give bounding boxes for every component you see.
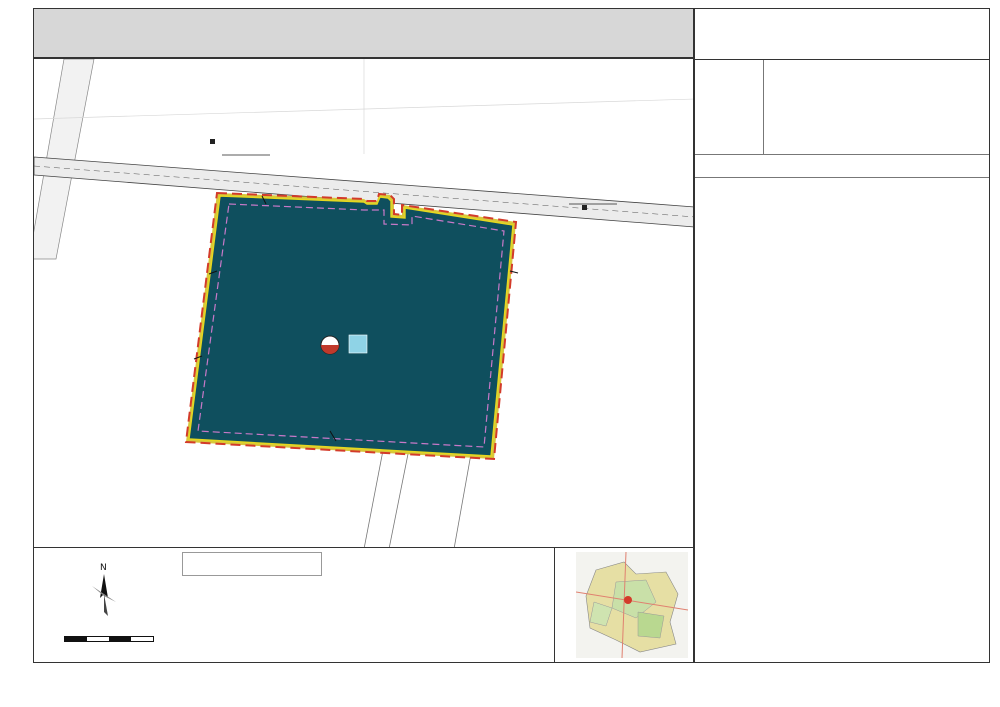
map-canvas[interactable] [34,59,694,548]
scale-bar [64,636,154,642]
svg-text:N: N [100,563,107,573]
dev-control-table [766,62,987,150]
boundary-title [183,553,322,576]
parcel-1303[interactable] [189,196,513,456]
location-label [554,548,575,663]
row-key [695,60,764,154]
panel-header [695,9,989,60]
location-marker-icon [624,596,632,604]
composition-title [695,155,989,178]
sewage-facility-icon[interactable] [321,336,339,354]
legend-area [33,548,694,663]
north-arrow-icon [84,560,124,620]
boundary-table [182,552,322,576]
map-frame[interactable] [33,58,694,548]
location-map[interactable] [576,552,688,658]
benchmark-kzd7[interactable] [210,139,270,155]
page-title [33,8,694,58]
footer [33,663,990,703]
dev-control-row [695,60,989,155]
control-panel [694,8,990,663]
fire-pool-icon[interactable] [349,335,367,353]
